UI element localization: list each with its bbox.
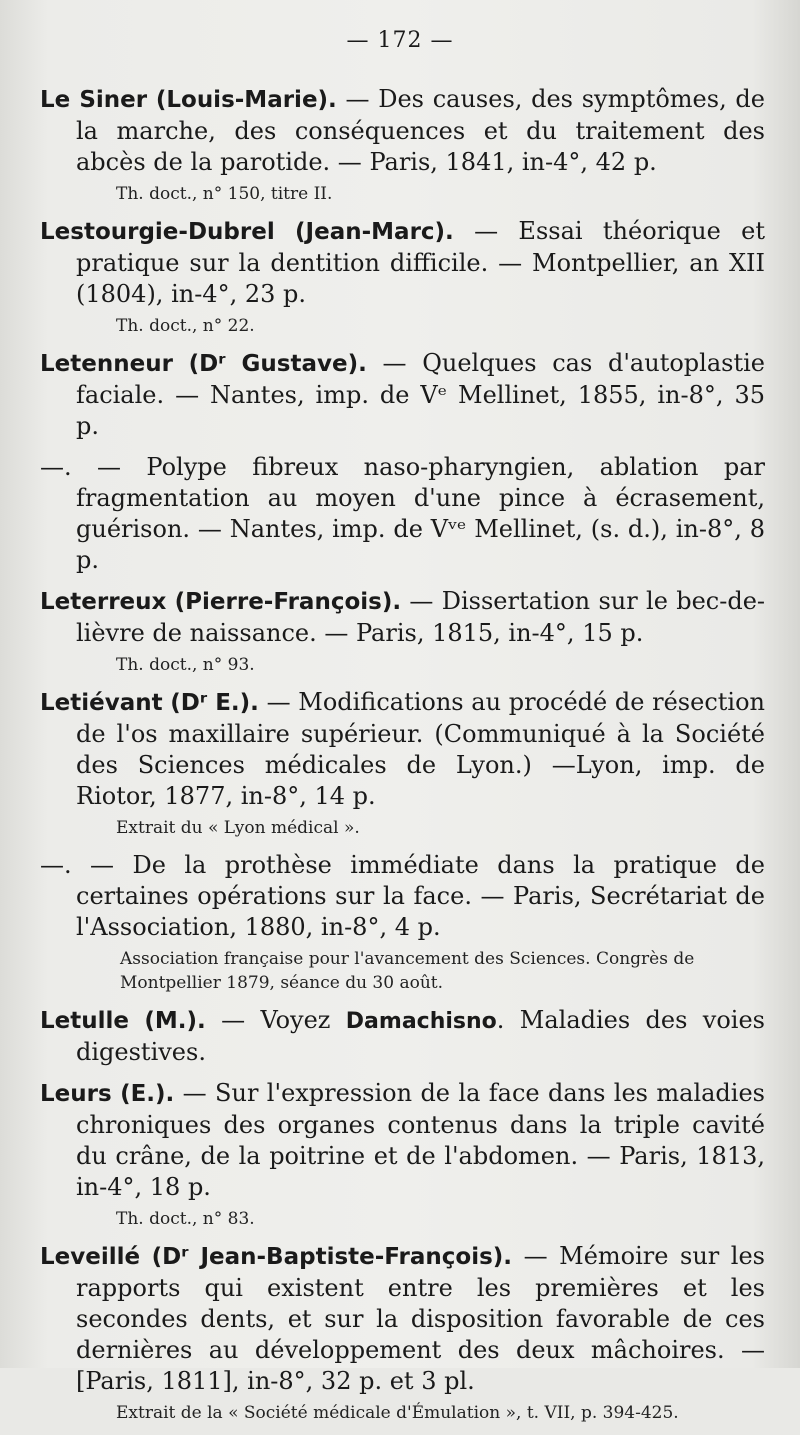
entry-author: Letiévant — [40, 690, 163, 716]
entry-author-name: (M.). — [144, 1008, 206, 1034]
entry-leveille — [40, 1241, 765, 1425]
entry-author-name: (Dʳ Jean-Baptiste-François). — [151, 1244, 513, 1270]
entry-note: Extrait de la « Société médicale d'Émulation », t. VII, p. 394-425. — [116, 1403, 679, 1423]
entry-letulle — [40, 1005, 765, 1078]
entry-author: Leterreux — [40, 589, 167, 615]
entry-note: Th. doct., n° 83. — [116, 1209, 255, 1229]
entry-body: — Des causes, des symptômes, de la marche, des conséquences et du traitement des abcès de la parotide. — Paris, 1841, in-4°, 42 p. — [76, 85, 765, 176]
entry-note: Th. doct., n° 150, titre II. — [116, 184, 333, 204]
entry-note: Th. doct., n° 22. — [116, 316, 255, 336]
entry-author: Le Siner — [40, 87, 148, 113]
entry-note: Association française pour l'avancement des Sciences. Congrès de Montpellier 1879, séance du 30 août. — [120, 949, 695, 993]
entry-body: — Dissertation sur le bec-de-lièvre de naissance. — Paris, 1815, in-4°, 15 p. — [76, 587, 765, 647]
entry-author: Lestourgie-Dubrel — [40, 219, 275, 245]
entry-body: — Sur l'expression de la face dans les maladies chroniques des organes contenus dans la triple cavité du crâne, de la poitrine et de l'abdomen. — Paris, 1813, in-4°, 18 p. — [76, 1079, 765, 1201]
page-number: — 172 — — [346, 28, 454, 53]
entry-leterreux — [40, 586, 765, 677]
entry-author-name: (Dʳ Gustave). — [188, 351, 367, 377]
entry-note: Th. doct., n° 93. — [116, 655, 255, 675]
entry-body: — Modifications au procédé de résection de l'os maxillaire supérieur. (Communiqué à la Société des Sciences médicales de Lyon.) —Lyon, imp. de Riotor, 1877, in-8°, 14 p. — [76, 688, 765, 810]
entry-body: —. — Polype fibreux naso-pharyngien, ablation par fragmentation au moyen d'une pince à écrasement, guérison. — Nantes, imp. de Vᵛᵉ Mellinet, (s. d.), in-8°, 8 p. — [40, 453, 765, 574]
entry-author: Letulle — [40, 1008, 129, 1034]
entry-author-name: (E.). — [120, 1081, 175, 1107]
entry-author: Letenneur — [40, 351, 173, 377]
entry-body: — Essai théorique et pratique sur la dentition difficile. — Montpellier, an XII (1804), in-4°, 23 p. — [76, 217, 765, 308]
bibliography-entries — [40, 84, 765, 1435]
entry-letievant-2 — [40, 850, 765, 995]
entry-letenneur-2 — [40, 452, 765, 586]
entry-body: — Voyez — [205, 1006, 346, 1034]
entry-body: — Mémoire sur les rapports qui existent entre les premières et les secondes dents, et sur la disposition favorable de ces dernières au développement des deux mâchoires. — [Paris, 1811], in-8°, 32 p. et 3 pl. — [76, 1242, 765, 1395]
entry-le-siner — [40, 84, 765, 206]
entry-leurs — [40, 1078, 765, 1231]
entry-letievant — [40, 687, 765, 840]
entry-body: — Quelques cas d'autoplastie faciale. — Nantes, imp. de Vᵉ Mellinet, 1855, in-8°, 35 p. — [76, 349, 765, 440]
entry-body: —. — De la prothèse immédiate dans la pratique de certaines opérations sur la face. — Paris, Secrétariat de l'Association, 1880, in-8°, 4 p. — [40, 851, 765, 941]
entry-author-name: (Pierre-François). — [174, 589, 402, 615]
entry-author: Leveillé — [40, 1244, 141, 1270]
entry-letenneur — [40, 348, 765, 452]
entry-author-name: (Jean-Marc). — [295, 219, 454, 245]
entry-lestourgie-dubrel — [40, 216, 765, 338]
entry-author-name: (Dʳ E.). — [170, 690, 259, 716]
cross-reference: Damachisno — [345, 1009, 497, 1034]
entry-body-after: . Maladies des voies digestives. — [76, 1006, 765, 1066]
entry-author: Leurs — [40, 1081, 112, 1107]
entry-note: Extrait du « Lyon médical ». — [116, 818, 360, 838]
entry-author-name: (Louis-Marie). — [155, 87, 337, 113]
